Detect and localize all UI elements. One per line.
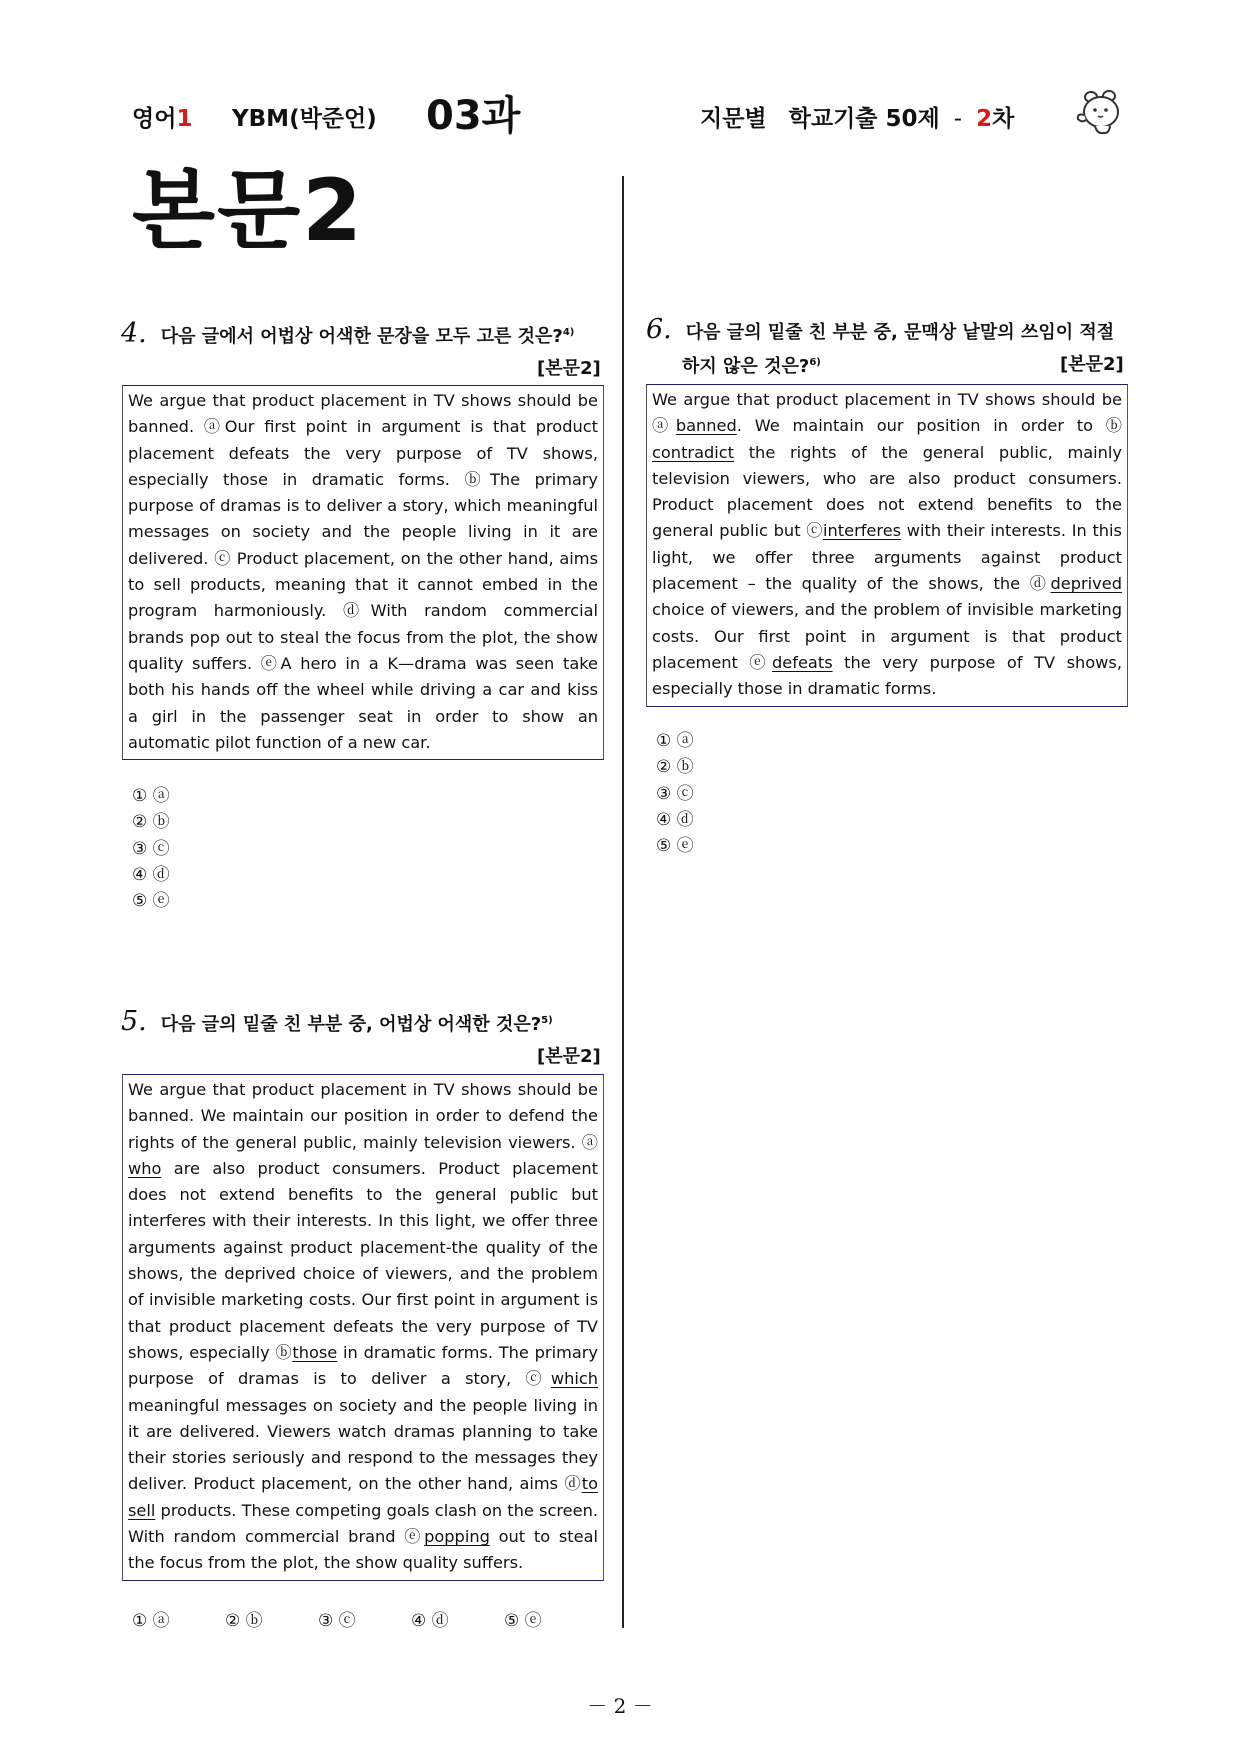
q6-number: 6. [646, 314, 672, 345]
q5-underline-b: those [292, 1342, 338, 1362]
q5-heading [121, 1006, 553, 1040]
header-round-text: 차 [992, 106, 1015, 132]
q6-choice-4[interactable]: ④ ⓓ [656, 809, 694, 830]
header-subject: 영어1 [132, 106, 193, 132]
q6-choice-5[interactable]: ⑤ ⓔ [656, 836, 694, 857]
section-title: 본문2 [132, 161, 364, 261]
q4-tag: [본문2] [537, 358, 601, 379]
q5-choices [132, 1606, 597, 1631]
q4-footnote: 4) [562, 327, 575, 338]
column-divider [622, 176, 624, 1628]
q5-choice-2[interactable]: ② ⓑ [225, 1611, 263, 1631]
q5-footnote: 5) [541, 1015, 553, 1026]
q5-choice-4[interactable]: ④ ⓓ [411, 1611, 449, 1631]
q5-underline-a: who [128, 1158, 162, 1178]
q5-choice-1[interactable]: ① ⓐ [132, 1611, 170, 1631]
q5-tag: [본문2] [537, 1046, 601, 1067]
header-series-label: 지문별 [700, 106, 767, 132]
q4-choice-2[interactable]: ② ⓑ [132, 812, 170, 833]
header-publisher: YBM(박준언) [232, 106, 377, 132]
header-series-title: 학교기출 50제 [788, 106, 940, 132]
q6-question-line1: 다음 글의 밑줄 친 부분 중, 문맥상 낱말의 쓰임이 적절 [685, 322, 1115, 343]
q4-choice-3[interactable]: ③ ⓒ [132, 838, 170, 859]
q5-underline-e: popping [424, 1527, 490, 1547]
q5-choice-5[interactable]: ⑤ ⓔ [504, 1611, 542, 1631]
q5-number: 5. [121, 1006, 147, 1037]
q4-heading [121, 318, 574, 352]
q6-choice-3[interactable]: ③ ⓒ [656, 783, 694, 804]
q4-choice-5[interactable]: ⑤ ⓔ [132, 891, 170, 912]
header-round-number: 2 [976, 106, 993, 132]
q6-underline-d: deprived [1050, 574, 1122, 594]
q6-choice-2[interactable]: ② ⓑ [656, 757, 694, 778]
q6-passage: We argue that product placement in TV shows should be ⓐbanned. We maintain our position in order to ⓑ contradict the rights of the general public, mainly television viewers, who are also product consumers. Product placement does not extend benefits to the general public but ⓒinterferes with their interests. In this light, we offer three arguments against product placement – the quality of the shows, the ⓓdeprived choice of viewers, and the problem of invisible marketing costs. Our first point in argument is that product placement ⓔdefeats the very purpose of TV shows, especially those in dramatic forms. [646, 384, 1128, 707]
q4-number: 4. [121, 318, 147, 349]
q6-underline-b: contradict [652, 442, 735, 462]
q5-question: 다음 글의 밑줄 친 부분 중, 어법상 어색한 것은? [160, 1014, 542, 1035]
q4-choice-1[interactable]: ① ⓐ [132, 786, 170, 806]
header-series: 지문별 학교기출 50제 - 2차 [700, 106, 1015, 132]
q5-choice-3[interactable]: ③ ⓒ [318, 1611, 356, 1631]
q6-choice-1[interactable]: ① ⓐ [656, 731, 694, 751]
q6-heading-line2 [682, 348, 821, 382]
q4-choices [132, 783, 170, 914]
page-number: － 2 － [587, 1694, 653, 1718]
header-lesson: 03과 [426, 93, 521, 139]
q4-question: 다음 글에서 어법상 어색한 문장을 모두 고른 것은? [160, 326, 563, 347]
q6-underline-a: banned [675, 416, 737, 436]
q4-choice-4[interactable]: ④ ⓓ [132, 864, 170, 885]
q5-passage: We argue that product placement in TV shows should be banned. We maintain our position in order to defend the rights of the general public, mainly television viewers. ⓐ who are also product consumers. Product placement does not extend benefits to the general public but interferes with their interests. In this light, we offer three arguments against product placement-the quality of the shows, the deprived choice of viewers, and the problem of invisible marketing costs. Our first point in argument is that product placement defeats the very purpose of TV shows, especially ⓑthose in dramatic forms. The primary purpose of dramas is to deliver a story, ⓒwhich meaningful messages on society and the people living in it are delivered. Viewers watch dramas planning to take their stories seriously and respond to the messages they deliver. Product placement, on the other hand, aims ⓓto sell products. These competing goals clash on the screen. With random commercial brand ⓔpopping out to steal the focus from the plot, the show quality suffers. [122, 1074, 604, 1581]
q5-underline-d: to sell [128, 1474, 598, 1520]
q6-footnote: 6) [809, 357, 821, 368]
q6-tag: [본문2] [1060, 354, 1124, 375]
q5-underline-c: which [550, 1369, 598, 1389]
q6-underline-e: defeats [772, 652, 833, 672]
q6-question-line2: 하지 않은 것은? [682, 356, 810, 377]
q6-heading [646, 315, 1114, 348]
q6-underline-c: interferes [823, 521, 902, 541]
header-subject-number: 1 [176, 106, 193, 132]
q4-passage: We argue that product placement in TV shows should be banned. ⓐOur first point in argument is that product placement defeats the very purpose of TV shows, especially those in dramatic forms. ⓑThe primary purpose of dramas is to deliver a story, which meaningful messages on society and the people living in it are delivered. ⓒ Product placement, on the other hand, aims to sell products, meaning that it cannot embed in the program harmoniously. ⓓWith random commercial brands pop out to steal the focus from the plot, the show quality suffers. ⓔA hero in a K—drama was seen take both his hands off the wheel while driving a car and kiss a girl in the passenger seat in order to show an automatic pilot function of a new car. [122, 385, 604, 760]
q6-choices [656, 728, 694, 859]
bear-mascot-icon [1075, 88, 1127, 136]
